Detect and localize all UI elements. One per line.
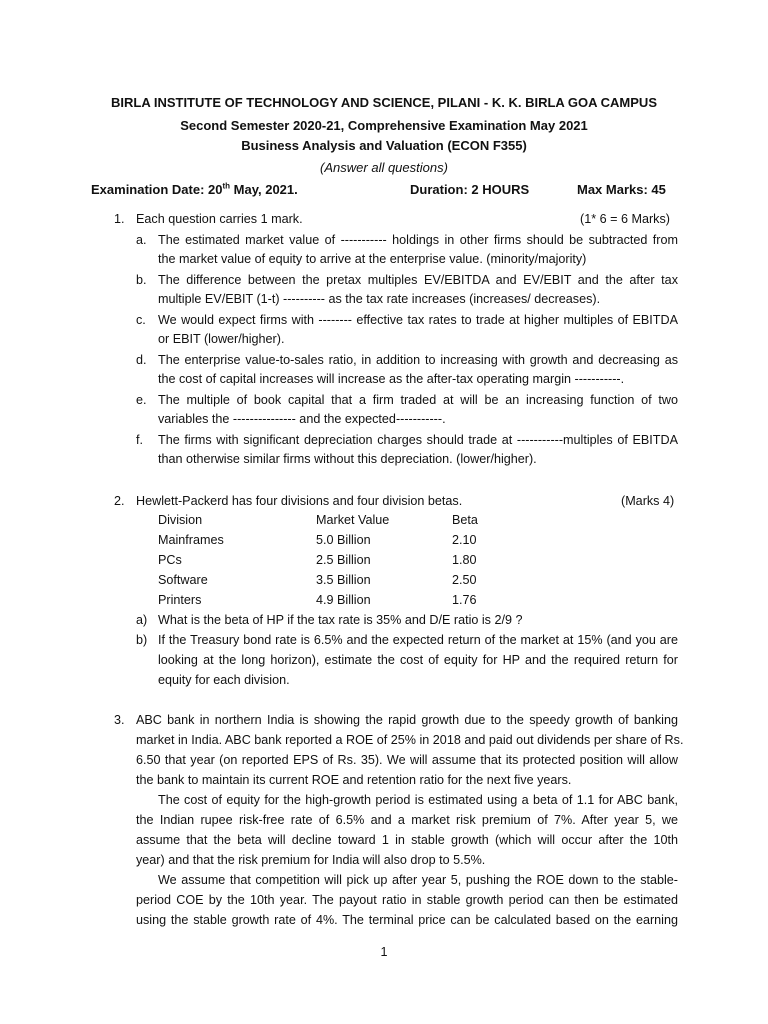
table-cell: Software: [158, 573, 208, 587]
table-cell: Mainframes: [158, 533, 224, 547]
q1-b-line2: multiple EV/EBIT (1-t) ---------- as the tax rate increases (increases/ decreases).: [158, 292, 601, 306]
table-header-division: Division: [158, 513, 203, 527]
q1-f-line1: The firms with significant depreciation charges should trade at -----------multiples of EBITDA: [158, 433, 678, 447]
q2-label-b: b): [136, 633, 148, 647]
instruction-line: (Answer all questions): [320, 160, 448, 175]
q1-label-d: d.: [136, 353, 147, 367]
q3-line: using the stable growth rate of 4%. The terminal price can be calculated based on the earning: [136, 913, 678, 927]
table-cell: PCs: [158, 553, 182, 567]
q2-b-line2: looking at the long horizon), estimate the cost of equity for HP and the required return for: [158, 653, 678, 667]
table-cell: 2.10: [452, 533, 477, 547]
q1-e-line1: The multiple of book capital that a firm traded at will be an increasing function of two: [158, 393, 678, 407]
q1-label-f: f.: [136, 433, 143, 447]
course-title: Business Analysis and Valuation (ECON F355): [241, 138, 527, 153]
q1-label-a: a.: [136, 233, 147, 247]
q1-f-line2: than otherwise similar firms without this depreciation. (lower/higher).: [158, 452, 537, 466]
max-marks: Max Marks: 45: [577, 182, 666, 197]
q2-text: Hewlett-Packerd has four divisions and four division betas.: [136, 494, 463, 508]
q1-label-c: c.: [136, 313, 146, 327]
q2-label-a: a): [136, 613, 148, 627]
q3-line: market in India. ABC bank reported a ROE of 25% in 2018 and paid out dividends per share of Rs.: [136, 733, 684, 747]
q1-b-line1: The difference between the pretax multiples EV/EBITDA and EV/EBIT and the after tax: [158, 273, 678, 287]
q1-marks: (1* 6 = 6 Marks): [580, 212, 670, 226]
duration: Duration: 2 HOURS: [410, 182, 530, 197]
q1-a-line1: The estimated market value of ----------- holdings in other firms should be subtracted from: [158, 233, 678, 247]
q2-a-text: What is the beta of HP if the tax rate is 35% and D/E ratio is 2/9 ?: [158, 613, 523, 627]
q1-d-line2: the cost of capital increases will increase as the after-tax operating margin -----------.: [158, 372, 625, 386]
exam-date: Examination Date: 20th May, 2021.: [91, 181, 298, 197]
q3-line: The cost of equity for the high-growth period is estimated using a beta of 1.1 for ABC bank,: [158, 793, 678, 807]
q1-e-line2: variables the --------------- and the expected-----------.: [158, 412, 446, 426]
q3-line: period COE by the 10th year. The payout ratio in stable growth period can then be estimated: [136, 893, 678, 907]
table-cell: 3.5 Billion: [316, 573, 371, 587]
q1-label-e: e.: [136, 393, 147, 407]
q1-c-line1: We would expect firms with -------- effective tax rates to trade at higher multiples of EBITDA: [158, 313, 678, 327]
q1-d-line1: The enterprise value-to-sales ratio, in addition to increasing with growth and decreasing as: [158, 353, 678, 367]
q2-marks: (Marks 4): [621, 494, 675, 508]
table-header-market-value: Market Value: [316, 513, 390, 527]
q1-c-line2: or EBIT (lower/higher).: [158, 332, 285, 346]
institute-title: BIRLA INSTITUTE OF TECHNOLOGY AND SCIENCE, PILANI - K. K. BIRLA GOA CAMPUS: [110, 95, 657, 110]
table-cell: 1.76: [452, 593, 477, 607]
q2-b-line1: If the Treasury bond rate is 6.5% and the expected return of the market at 15% (and you are: [158, 633, 678, 647]
q2-number: 2.: [114, 494, 125, 508]
table-cell: 4.9 Billion: [316, 593, 371, 607]
table-cell: Printers: [158, 593, 202, 607]
q2-b-line3: equity for each division.: [158, 673, 290, 687]
table-header-beta: Beta: [452, 513, 478, 527]
table-cell: 2.5 Billion: [316, 553, 371, 567]
q3-line: the Indian rupee risk-free rate of 6.5% and a market risk premium of 7%. After year 5, we: [136, 813, 678, 827]
table-cell: 1.80: [452, 553, 477, 567]
table-cell: 2.50: [452, 573, 477, 587]
q1-label-b: b.: [136, 273, 147, 287]
q3-line: We assume that competition will pick up after year 5, pushing the ROE down to the stable-: [158, 873, 678, 887]
q3-line: year) and that the risk premium for India will also drop to 5.5%.: [136, 853, 486, 867]
page-number: 1: [380, 945, 388, 959]
q3-line: ABC bank in northern India is showing the rapid growth due to the speedy growth of banking: [136, 713, 678, 727]
q3-line: 6.50 that year (on reported EPS of Rs. 35). We will assume that its protected position will allow: [136, 753, 678, 767]
q3-line: assume that the beta will decline toward 1 in stable growth (which will occur after the 10th: [136, 833, 678, 847]
q1-a-line2: the market value of equity to arrive at the enterprise value. (minority/majority): [158, 252, 587, 266]
semester-line: Second Semester 2020-21, Comprehensive Examination May 2021: [180, 118, 588, 133]
q1-text: Each question carries 1 mark.: [136, 212, 303, 226]
q3-line: the bank to maintain its current ROE and retention ratio for the next five years.: [136, 773, 572, 787]
q3-number: 3.: [114, 713, 125, 727]
table-cell: 5.0 Billion: [316, 533, 371, 547]
q1-number: 1.: [114, 212, 125, 226]
